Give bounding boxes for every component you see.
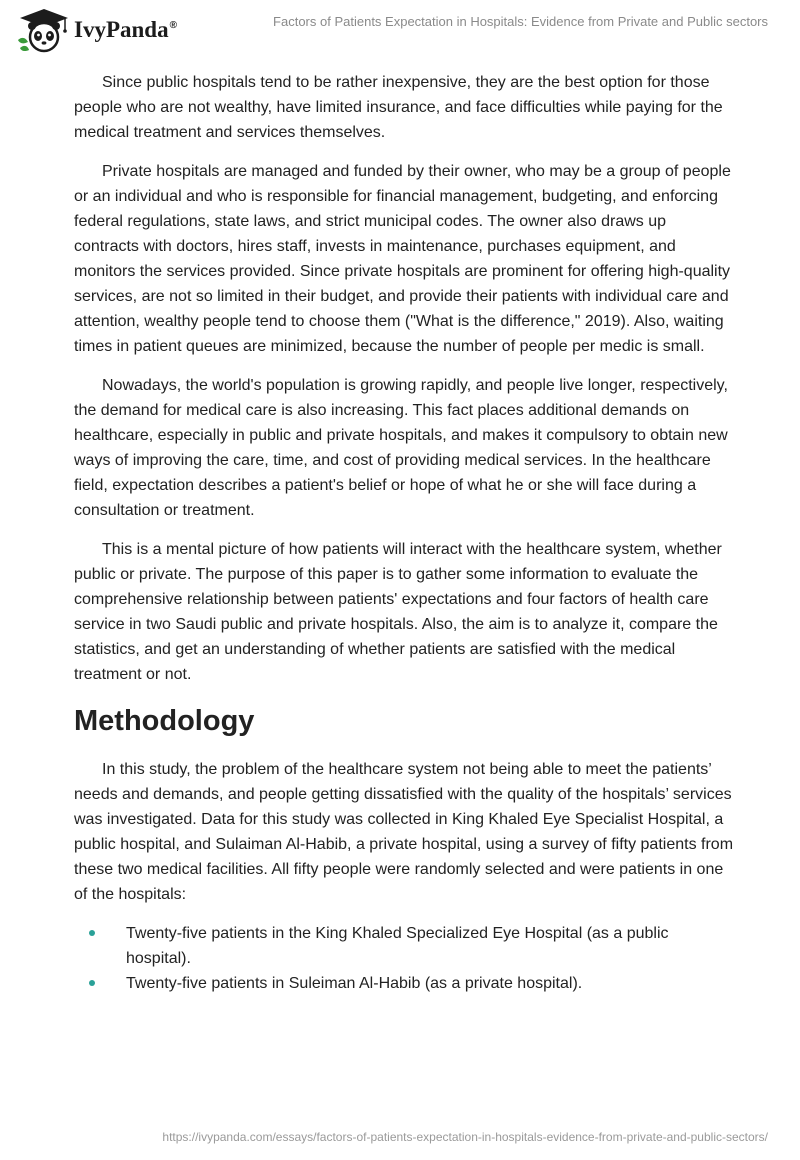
paragraph: This is a mental picture of how patients will interact with the healthcare system, whether public or private. The purpose of this paper is to gather some information to evaluate the comprehensive relationship between patients' expectations and four factors of health care service in two Saudi public and private hospitals. Also, the aim is to analyze it, compare the statistics, and get an understanding of whether patients are satisfied with the medical treatment or not. [74,541,722,683]
list-item-text: Twenty-five patients in the King Khaled Specialized Eye Hospital (as a public hospital). [126,925,669,967]
paragraph: Nowadays, the world's population is growing rapidly, and people live longer, respectively, the demand for medical care is also increasing. This fact places additional demands on healthcare, especially in public and private hospitals, and makes it compulsory to obtain new ways of improving the care, time, and cost of providing medical services. In the healthcare field, expectation describes a patient's belief or hope of what he or she will face during a consultation or treatment. [74,377,728,519]
logo-wordmark: IvyPanda [74,17,169,42]
page-header [0,0,800,64]
bullet-list [74,921,734,996]
document-title: Factors of Patients Expectation in Hospitals: Evidence from Private and Public sectors [273,14,768,29]
paragraph: In this study, the problem of the healthcare system not being able to meet the patients’ needs and demands, and people getting dissatisfied with the quality of the hospitals’ services was investigated. Data for this study was collected in King Khaled Eye Specialist Hospital, a public hospital, and Sulaiman Al-Habib, a private hospital, using a survey of fifty patients from these two medical facilities. All fifty people were randomly selected and were patients in one of the hospitals: [74,761,734,903]
essay-content [74,70,734,996]
bullet-icon [89,930,95,936]
bullet-icon [89,980,95,986]
panda-graduate-icon [14,6,70,54]
paragraph: Private hospitals are managed and funded by their owner, who may be a group of people or an individual and who is responsible for financial management, budgeting, and enforcing federal regulations, state laws, and strict municipal codes. The owner also draws up contracts with doctors, hires staff, invests in maintenance, purchases equipment, and monitors the services provided. Since private hospitals are prominent for offering high-quality services, are not so limited in their budget, and provide their patients with individual care and attention, wealthy people tend to choose them ("What is the difference," 2019). Also, waiting times in patient queues are minimized, because the number of people per medic is small. [74,163,731,355]
list-item [74,971,734,996]
list-item-text: Twenty-five patients in Suleiman Al-Habib (as a private hospital). [126,975,583,992]
paragraph: Since public hospitals tend to be rather inexpensive, they are the best option for those people who are not wealthy, have limited insurance, and face difficulties while paying for the medical treatment and services themselves. [74,74,723,141]
logo-text [74,17,177,43]
source-url[interactable]: https://ivypanda.com/essays/factors-of-patients-expectation-in-hospitals-evidence-from-private-and-public-sectors/ [162,1130,768,1144]
ivypanda-logo[interactable] [14,6,177,54]
section-heading: Methodology [74,705,255,737]
registered-mark: ® [169,20,177,31]
list-item [74,921,734,971]
